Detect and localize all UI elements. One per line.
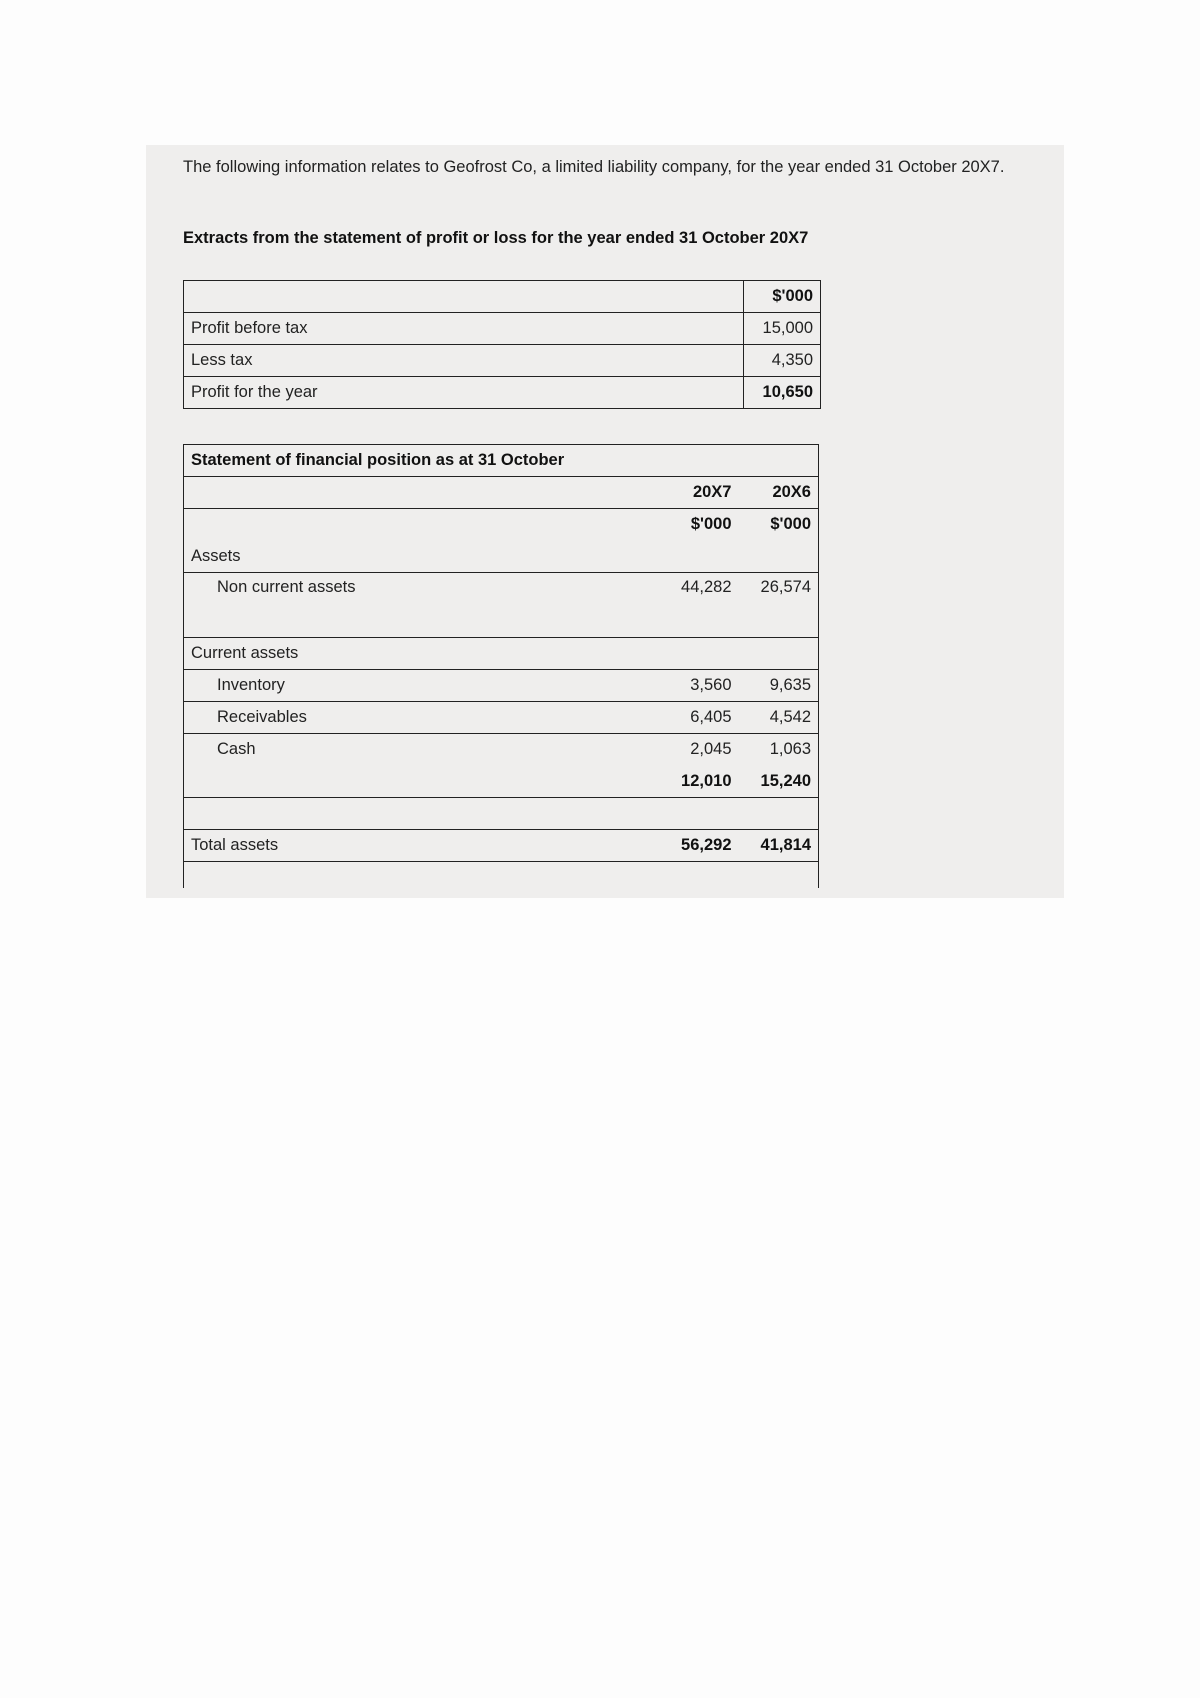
profit-loss-table [183,280,821,409]
table-row [184,702,819,734]
row-value: 15,000 [744,313,821,345]
assets-label: Assets [184,541,649,573]
table-row [184,345,821,377]
table-row [184,313,821,345]
row-label: Non current assets [184,573,649,638]
table-title-row [184,445,819,477]
total-value: 56,292 [649,830,739,862]
pl-subtitle: Extracts from the statement of profit or loss for the year ended 31 October 20X7 [183,229,809,247]
row-label: Inventory [184,670,649,702]
row-value: 2,045 [690,740,732,759]
year-header-1: 20X7 [649,477,739,509]
current-assets-label: Current assets [184,638,649,670]
unit-header-1: $'000 [690,515,732,534]
row-value: 4,542 [739,702,819,734]
row-label: Receivables [184,702,649,734]
row-value: 10,650 [744,377,821,409]
year-header-2: 20X6 [739,477,819,509]
row-label: Cash [217,740,256,759]
row-value: 9,635 [739,670,819,702]
document-panel [146,145,1064,898]
spacer-row [184,798,819,830]
table-row [184,281,821,313]
table-row [184,377,821,409]
unit-header-2: $'000 [770,515,811,534]
row-value: 44,282 [649,573,739,638]
row-value: 3,560 [649,670,739,702]
spacer-row [184,862,819,888]
subtotal-value: 12,010 [649,766,739,798]
table-row [184,830,819,862]
unit-header-row [184,509,819,541]
financial-position-table [183,444,819,888]
intro-text: The following information relates to Geofrost Co, a limited liability company, for the year ended 31 October 20X7. [183,158,1005,176]
row-value: 4,350 [744,345,821,377]
table-row [184,638,819,670]
total-value: 41,814 [739,830,819,862]
year-header-row [184,477,819,509]
row-value: 6,405 [649,702,739,734]
row-value: 26,574 [739,573,819,638]
fp-title: Statement of financial position as at 31 October [184,445,819,477]
row-label: Less tax [191,351,253,369]
table-row [184,670,819,702]
subtotal-value: 15,240 [739,766,819,798]
row-label: Profit before tax [191,319,308,337]
table-row [184,541,819,573]
row-label: Profit for the year [191,383,318,401]
unit-header: $'000 [744,281,821,313]
row-value: 1,063 [769,740,811,759]
table-row [184,573,819,638]
table-row [184,734,819,766]
table-row [184,766,819,798]
row-label: Total assets [184,830,649,862]
